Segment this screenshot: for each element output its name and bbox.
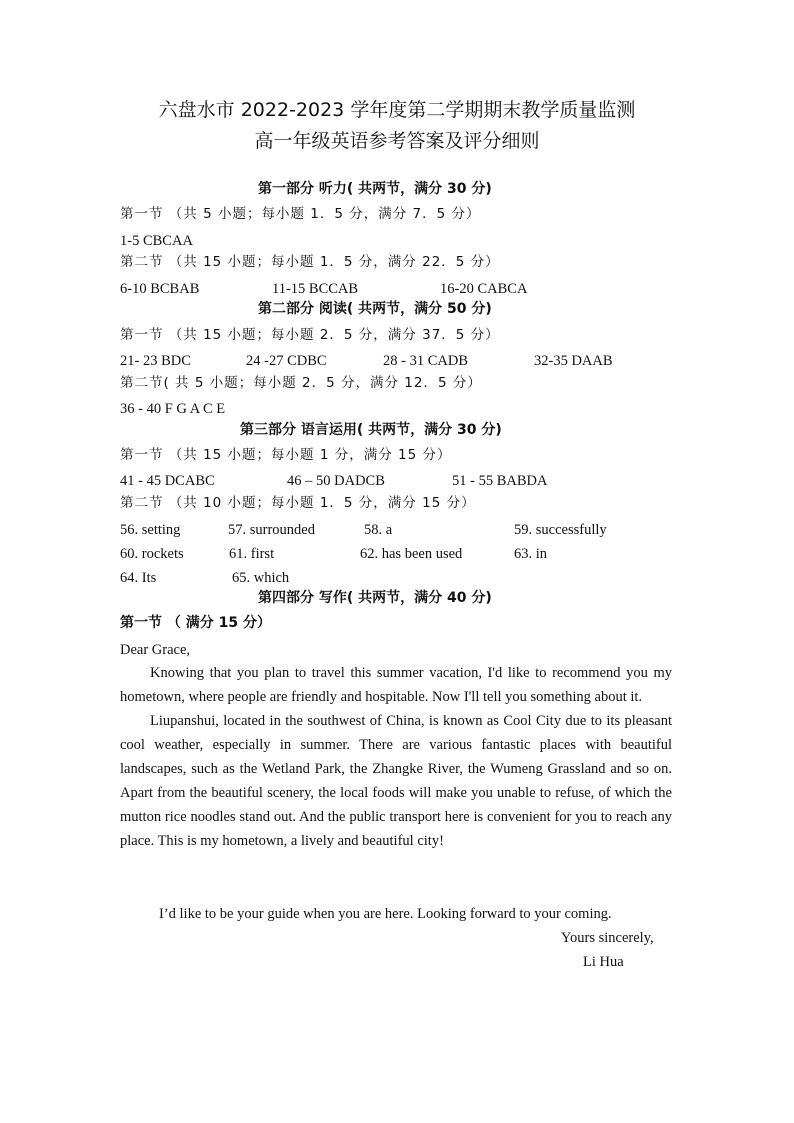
- part3-section1: 第一节 （共 15 小题；每小题 1 分，满分 15 分）: [120, 447, 452, 463]
- title-line-2: 高一年级英语参考答案及评分细则: [254, 130, 540, 152]
- letter-salutation: Dear Grace,: [120, 642, 191, 658]
- cloze-answer: 59. successfully: [514, 522, 607, 538]
- answer-group: 51 - 55 BABDA: [452, 473, 548, 489]
- cloze-answer: 62. has been used: [360, 546, 463, 562]
- part1-section1: 第一节 （共 5 小题；每小题 1．5 分，满分 7．5 分）: [120, 206, 481, 222]
- cloze-answer: 57. surrounded: [228, 522, 315, 538]
- answer-group: 46 – 50 DADCB: [287, 473, 385, 489]
- title-line-1: 六盘水市 2022-2023 学年度第二学期期末教学质量监测: [158, 99, 636, 121]
- part4-section1: 第一节 （ 满分 15 分）: [120, 615, 271, 631]
- cloze-answer: 64. Its: [120, 570, 157, 586]
- part2-section2: 第二节( 共 5 小题；每小题 2．5 分，满分 12．5 分）: [120, 375, 482, 391]
- answer-group: 16-20 CABCA: [440, 281, 528, 297]
- part1-section1-answers: 1-5 CBCAA: [120, 233, 193, 249]
- part1-section2: 第二节 （共 15 小题；每小题 1．5 分，满分 22．5 分）: [120, 254, 500, 270]
- answer-group: 32-35 DAAB: [534, 353, 613, 369]
- cloze-answer: 63. in: [514, 546, 548, 562]
- answer-group: 6-10 BCBAB: [120, 281, 200, 297]
- answer-group: 24 -27 CDBC: [246, 353, 327, 369]
- answer-group: 21- 23 BDC: [120, 353, 191, 369]
- letter-paragraph-2: Liupanshui, located in the southwest of China, is known as Cool City due to its pleasant cool weather, especially in summer. There are various fantastic places with beautiful landscapes, such as the Wetland Park, the Zhangke River, the Wumeng Grassland and so on. Apart from the beautiful scenery, the local foods will make you unable to refuse, of which the mutton rice noodles stand out. And the public transport here is convenient for you to reach any place. This is my hometown, a lively and beautiful city!: [120, 713, 672, 849]
- answer-group: 28 - 31 CADB: [383, 353, 468, 369]
- part1-heading: 第一部分 听力( 共两节，满分 30 分): [258, 181, 492, 197]
- part2-section1: 第一节 （共 15 小题；每小题 2．5 分，满分 37．5 分）: [120, 327, 500, 343]
- letter-paragraph-1: Knowing that you plan to travel this summer vacation, I'd like to recommend you my hometown, where people are friendly and hospitable. Now I'll tell you something about it.: [120, 665, 672, 705]
- part3-section2: 第二节 （共 10 小题；每小题 1．5 分，满分 15 分）: [120, 495, 476, 511]
- part2-section2-answers: 36 - 40 F G A C E: [120, 401, 226, 417]
- cloze-answer: 61. first: [229, 546, 275, 562]
- part3-heading: 第三部分 语言运用( 共两节，满分 30 分): [240, 422, 502, 438]
- cloze-answer: 58. a: [364, 522, 393, 538]
- letter-signature: Li Hua: [583, 954, 624, 970]
- cloze-answer: 56. setting: [120, 522, 181, 538]
- letter-body: [120, 661, 672, 853]
- answer-group: 11-15 BCCAB: [272, 281, 359, 297]
- cloze-answer: 65. which: [232, 570, 290, 586]
- part4-heading: 第四部分 写作( 共两节，满分 40 分): [258, 590, 492, 606]
- letter-closing: Yours sincerely,: [561, 930, 654, 946]
- cloze-answer: 60. rockets: [120, 546, 184, 562]
- letter-paragraph-3: I’d like to be your guide when you are here. Looking forward to your coming.: [159, 906, 612, 922]
- answer-group: 41 - 45 DCABC: [120, 473, 215, 489]
- part2-heading: 第二部分 阅读( 共两节，满分 50 分): [258, 301, 492, 317]
